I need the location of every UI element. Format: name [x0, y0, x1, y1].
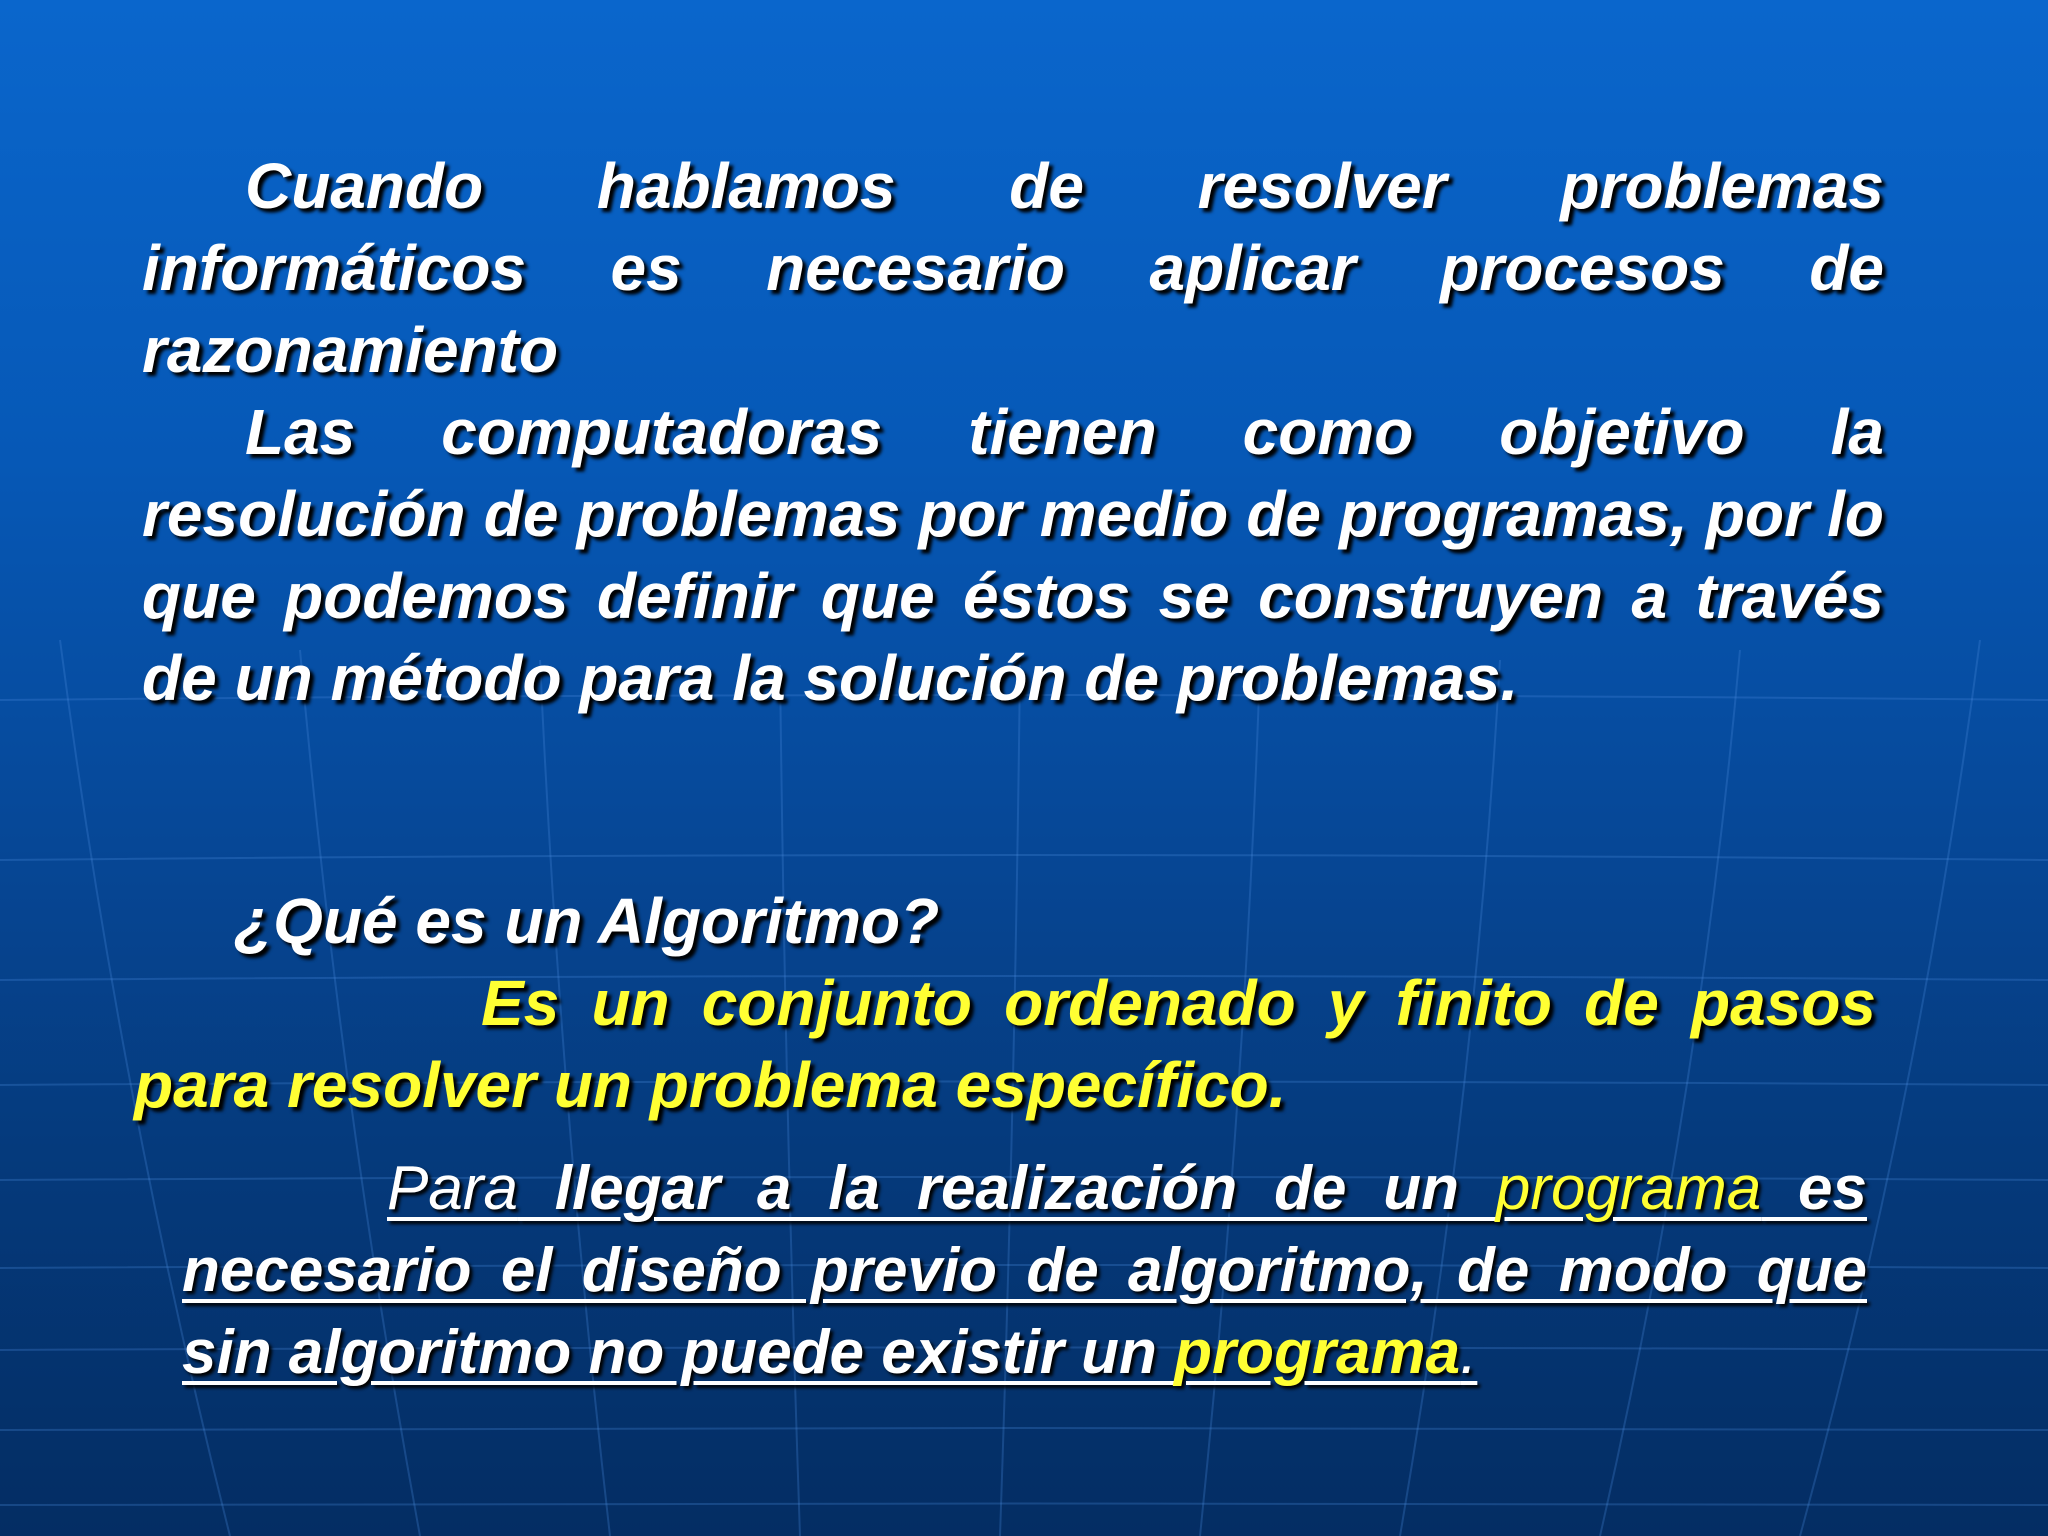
- algorithm-definition: Es un conjunto ordenado y finito de pasos para resolver un problema específico.: [134, 967, 1876, 1121]
- intro-paragraph: Cuando hablamos de resolver problemas informáticos es necesario aplicar procesos de razonamiento: [142, 150, 1884, 386]
- note-part-1: Para: [387, 1154, 518, 1223]
- program-note: [182, 1148, 1867, 1394]
- slide-content: [134, 0, 1884, 1536]
- computers-paragraph: Las computadoras tienen como objetivo la resolución de problemas por medio de programas, por lo que podemos definir que éstos se construyen a través de un método para la solución de problemas.: [142, 396, 1884, 714]
- note-highlight-program-2: programa: [1174, 1318, 1461, 1387]
- note-highlight-program-1: programa: [1495, 1154, 1762, 1223]
- algorithm-question: ¿Qué es un Algoritmo?: [234, 885, 940, 957]
- note-end: .: [1460, 1318, 1478, 1387]
- note-part-3: es necesario el diseño previo de algoritmo, de modo que sin algoritmo no puede existir un: [182, 1154, 1867, 1387]
- note-part-2: llegar a la realización de un: [517, 1154, 1496, 1223]
